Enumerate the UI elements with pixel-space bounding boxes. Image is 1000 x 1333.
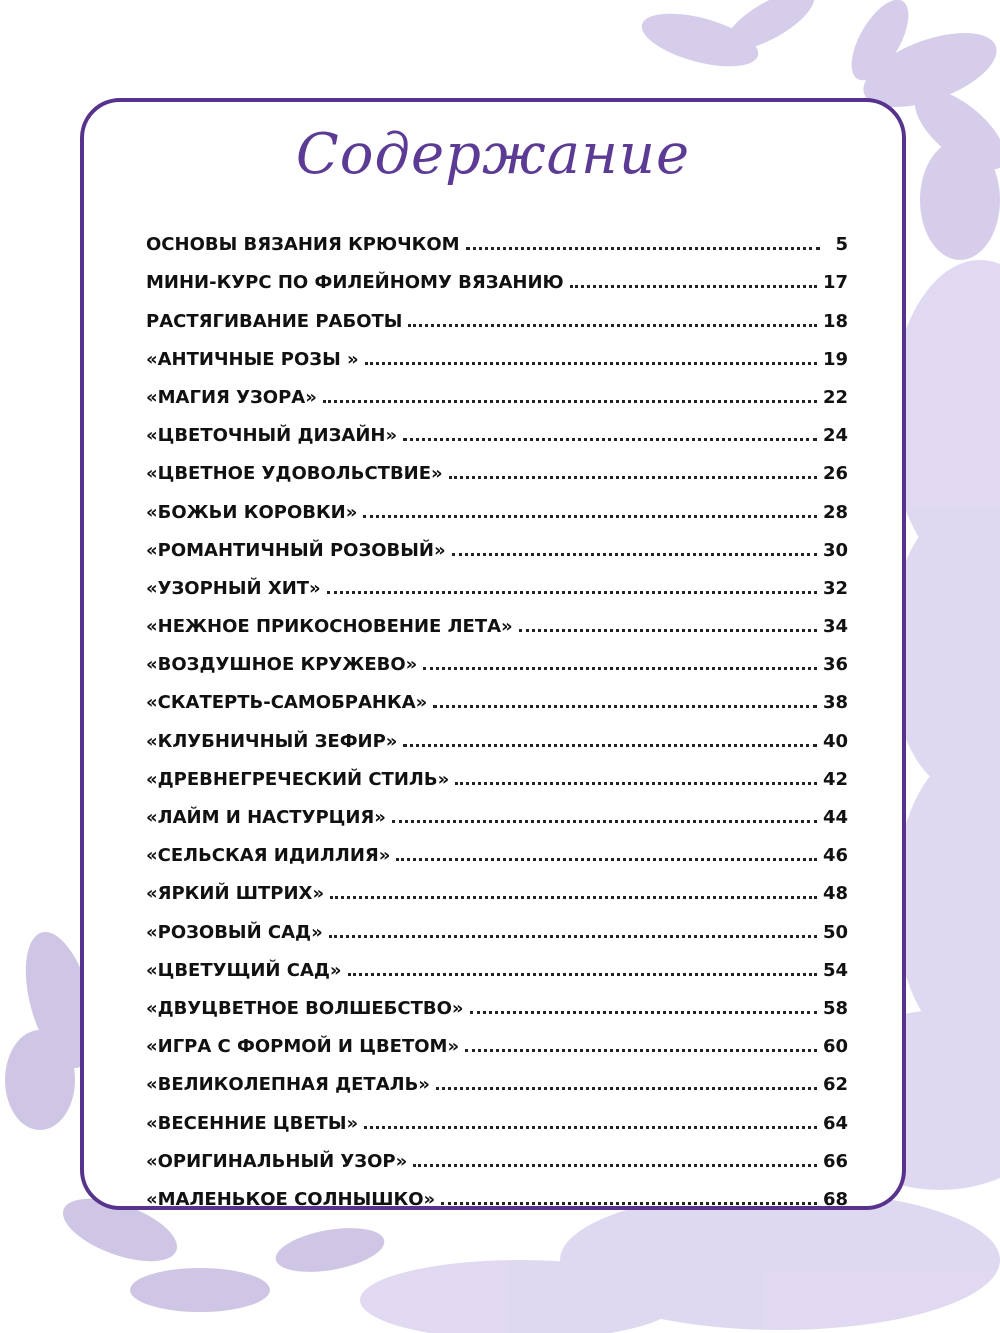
toc-entry-page: 62 — [822, 1074, 848, 1096]
toc-entry[interactable] — [146, 523, 848, 561]
toc-entry-title: «АНТИЧНЫЕ РОЗЫ » — [146, 348, 359, 370]
toc-entry-page: 66 — [822, 1150, 848, 1172]
toc-entry-title: «РОМАНТИЧНЫЙ РОЗОВЫЙ» — [146, 539, 446, 561]
dot-leader — [408, 323, 817, 327]
dot-leader — [519, 628, 817, 632]
toc-entry-page: 30 — [822, 539, 848, 561]
toc-entry[interactable] — [146, 943, 848, 981]
dot-leader — [329, 934, 817, 938]
toc-entry-page: 46 — [822, 845, 848, 867]
toc-entry[interactable] — [146, 637, 848, 675]
toc-entry-page: 34 — [822, 616, 848, 638]
toc-entry-title: «ЯРКИЙ ШТРИХ» — [146, 883, 325, 905]
dot-leader — [364, 1125, 817, 1129]
toc-entry[interactable] — [146, 561, 848, 599]
toc-entry-page: 28 — [822, 501, 848, 523]
toc-entry-page: 24 — [822, 425, 848, 447]
toc-entry-title: «ОРИГИНАЛЬНЫЙ УЗОР» — [146, 1150, 408, 1172]
toc-entry[interactable] — [146, 1095, 848, 1133]
toc-entry[interactable] — [146, 1172, 848, 1210]
toc-entry-title: «ВЕЛИКОЛЕПНАЯ ДЕТАЛЬ» — [146, 1074, 430, 1096]
toc-entry[interactable] — [146, 599, 848, 637]
toc-entry-page: 32 — [822, 577, 848, 599]
toc-entry[interactable] — [146, 446, 848, 484]
contents-frame — [80, 98, 906, 1210]
dot-leader — [441, 1201, 817, 1205]
dot-leader — [365, 361, 817, 365]
toc-entry-page: 44 — [822, 807, 848, 828]
toc-entry-title: «ВЕСЕННИЕ ЦВЕТЫ» — [146, 1112, 359, 1134]
toc-entry[interactable] — [146, 255, 848, 293]
dot-leader — [423, 666, 817, 670]
toc-entry[interactable] — [146, 675, 848, 713]
dot-leader — [413, 1163, 817, 1167]
toc-entry-title: «ВОЗДУШНОЕ КРУЖЕВО» — [146, 654, 418, 676]
dot-leader — [403, 437, 817, 441]
dot-leader — [455, 781, 817, 785]
toc-entry[interactable] — [146, 981, 848, 1019]
toc-entry[interactable] — [146, 1057, 848, 1095]
toc-entry-title: «УЗОРНЫЙ ХИТ» — [146, 577, 321, 599]
toc-entry-title: «МАГИЯ УЗОРА» — [146, 386, 317, 408]
toc-entry[interactable] — [146, 904, 848, 942]
dot-leader — [570, 284, 817, 288]
toc-entry-title: «МАЛЕНЬКОЕ СОЛНЫШКО» — [146, 1188, 436, 1210]
dot-leader — [330, 895, 817, 899]
toc-entry-page: 40 — [822, 730, 848, 752]
toc-entry-page: 48 — [822, 883, 848, 905]
toc-entry-page: 22 — [822, 386, 848, 408]
dot-leader — [465, 1048, 817, 1052]
toc-entry-page: 19 — [822, 348, 848, 370]
toc-entry-title: «БОЖЬИ КОРОВКИ» — [146, 501, 358, 523]
toc-entry-title: «ЦВЕТУЩИЙ САД» — [146, 959, 342, 981]
toc-entry-page: 18 — [822, 310, 848, 332]
dot-leader — [327, 590, 817, 594]
toc-entry-title: «ЦВЕТОЧНЫЙ ДИЗАЙН» — [146, 425, 398, 447]
toc-entry-title: «ЦВЕТНОЕ УДОВОЛЬСТВИЕ» — [146, 463, 443, 485]
toc-entry[interactable] — [146, 866, 848, 904]
dot-leader — [323, 399, 817, 403]
toc-entry-page: 64 — [822, 1112, 848, 1134]
toc-entry-page: 58 — [822, 997, 848, 1019]
dot-leader — [433, 704, 817, 708]
toc-entry[interactable] — [146, 1134, 848, 1172]
toc-entry-page: 36 — [822, 654, 848, 676]
toc-entry-title: «СКАТЕРТЬ-САМОБРАНКА» — [146, 692, 428, 714]
toc-entry[interactable] — [146, 1019, 848, 1057]
toc-entry-title: «ИГРА С ФОРМОЙ И ЦВЕТОМ» — [146, 1036, 460, 1058]
toc-entry[interactable] — [146, 217, 848, 255]
dot-leader — [392, 819, 817, 823]
page-title: Содержание — [295, 122, 691, 187]
toc-entry[interactable] — [146, 370, 848, 408]
toc-entry[interactable] — [146, 293, 848, 331]
toc-entry-title: «НЕЖНОЕ ПРИКОСНОВЕНИЕ ЛЕТА» — [146, 616, 513, 638]
toc-entry[interactable] — [146, 752, 848, 790]
toc-entry[interactable] — [146, 713, 848, 751]
toc-entry-title: «РОЗОВЫЙ САД» — [146, 921, 323, 943]
toc-entry[interactable] — [146, 484, 848, 522]
toc-entry-page: 5 — [835, 234, 848, 256]
toc-entry-title: «СЕЛЬСКАЯ ИДИЛЛИЯ» — [146, 845, 391, 867]
toc-entry-title: ОСНОВЫ ВЯЗАНИЯ КРЮЧКОМ — [146, 234, 460, 256]
dot-leader — [466, 246, 820, 250]
toc-entry-title: «ЛАЙМ И НАСТУРЦИЯ» — [146, 807, 386, 828]
dot-leader — [436, 1086, 817, 1090]
dot-leader — [449, 475, 817, 479]
toc-entry-page: 54 — [822, 959, 848, 981]
toc-entry-title: «ДВУЦВЕТНОЕ ВОЛШЕБСТВО» — [146, 997, 464, 1019]
toc-entry-page: 17 — [822, 272, 848, 294]
table-of-contents — [146, 217, 848, 1210]
toc-entry-title: МИНИ-КУРС ПО ФИЛЕЙНОМУ ВЯЗАНИЮ — [146, 272, 564, 294]
toc-entry-title: «ДРЕВНЕГРЕЧЕСКИЙ СТИЛЬ» — [146, 768, 450, 790]
dot-leader — [363, 514, 817, 518]
dot-leader — [396, 857, 817, 861]
toc-entry[interactable] — [146, 828, 848, 866]
toc-entry-page: 38 — [822, 692, 848, 714]
dot-leader — [452, 552, 817, 556]
toc-entry-page: 50 — [822, 921, 848, 943]
toc-entry-page: 68 — [822, 1188, 848, 1210]
toc-entry-page: 26 — [822, 463, 848, 485]
dot-leader — [348, 972, 817, 976]
toc-entry-page: 42 — [822, 768, 848, 790]
dot-leader — [470, 1010, 817, 1014]
toc-entry[interactable] — [146, 408, 848, 446]
toc-entry-title: «КЛУБНИЧНЫЙ ЗЕФИР» — [146, 730, 398, 752]
toc-entry[interactable] — [146, 332, 848, 370]
toc-entry-title: РАСТЯГИВАНИЕ РАБОТЫ — [146, 310, 403, 332]
dot-leader — [403, 743, 817, 747]
toc-entry-page: 60 — [822, 1036, 848, 1058]
toc-entry[interactable] — [146, 790, 848, 828]
